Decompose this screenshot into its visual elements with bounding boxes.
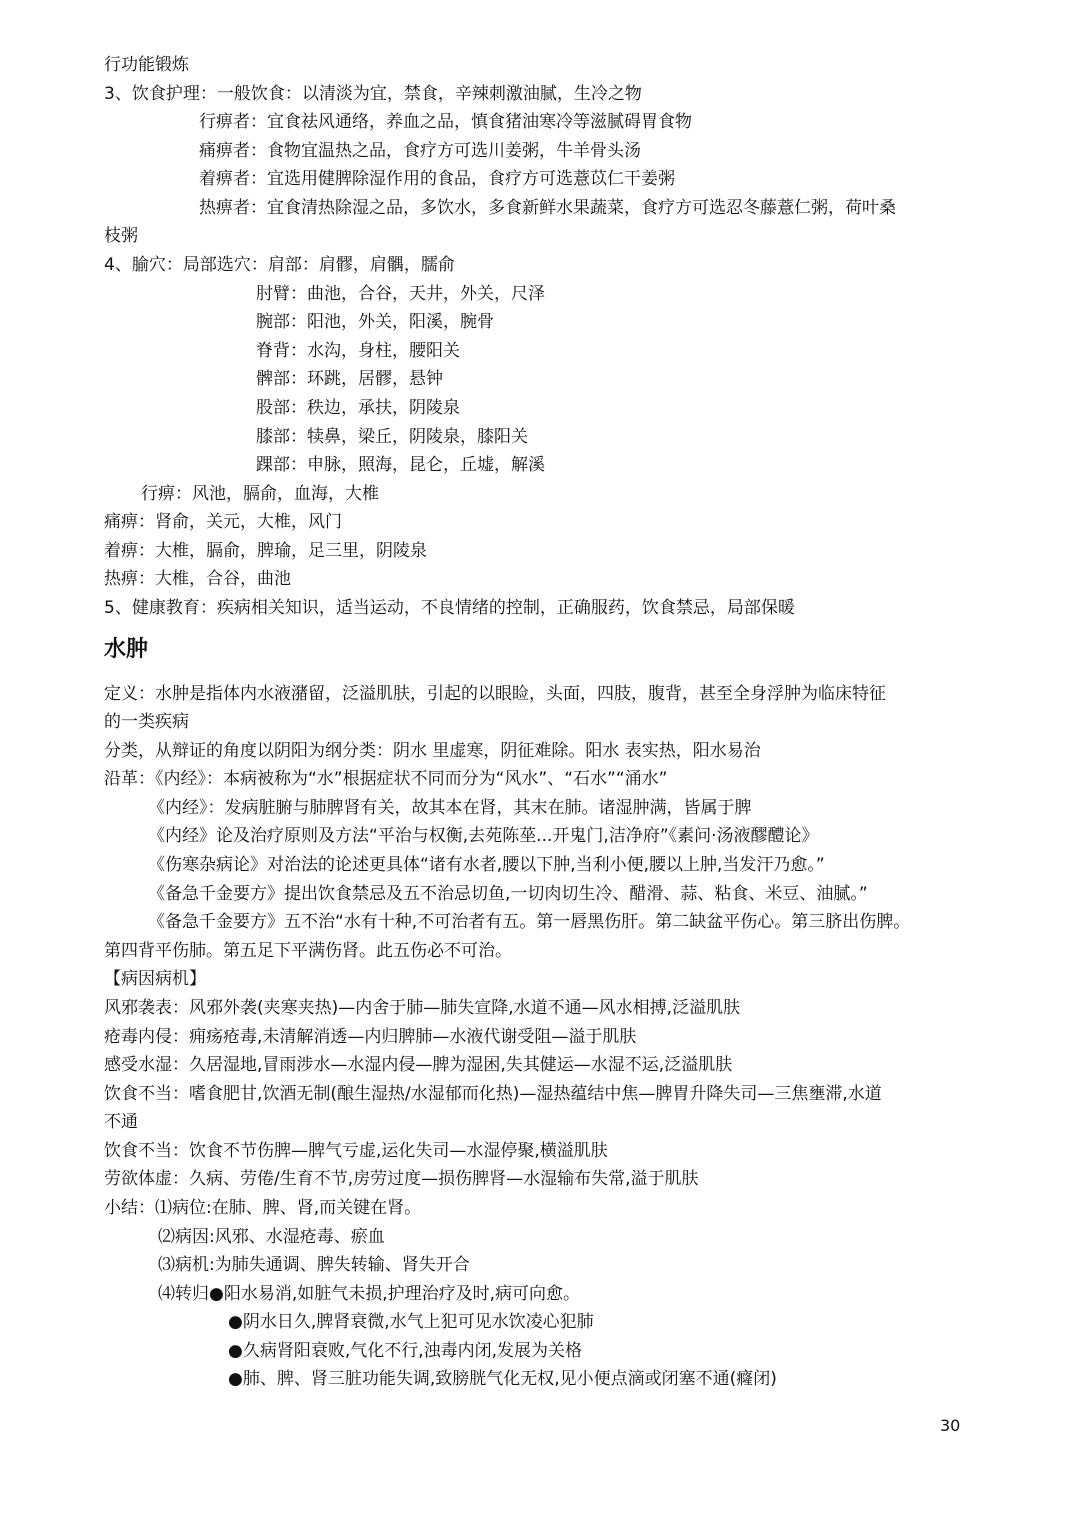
text-line: ⑶病机:为肺失通调、脾失转输、肾失开合 [158, 1255, 470, 1275]
text-line: 肘臂：曲池，合谷，天井，外关，尺泽 [256, 284, 545, 304]
text-line: 【病因病机】 [104, 969, 206, 989]
text-line: 股部：秩边，承扶，阴陵泉 [256, 398, 460, 418]
text-line: 行功能锻炼 [104, 55, 189, 75]
text-line: 分类，从辩证的角度以阴阳为纲分类：阴水 里虚寒，阴征难除。阳水 表实热，阳水易治 [104, 741, 761, 761]
text-line: ⑵病因:风邪、水湿疮毒、瘀血 [158, 1227, 385, 1247]
text-line: 踝部：申脉，照海，昆仑，丘墟，解溪 [256, 455, 545, 475]
text-line: 行痹：风池，膈俞，血海，大椎 [141, 484, 379, 504]
text-line: 腕部：阳池，外关，阳溪，腕骨 [256, 312, 494, 332]
text-line: 《内经》：发病脏腑与肺脾肾有关，故其本在肾，其末在肺。诸湿肿满，皆属于脾 [148, 798, 752, 818]
text-line: 定义：水肿是指体内水液潴留，泛溢肌肤，引起的以眼睑，头面，四肢，腹背，甚至全身浮肿为临床特征 [104, 684, 886, 704]
text-line: 髀部：环跳，居髎，悬钟 [256, 369, 443, 389]
text-line: 《备急千金要方》五不治“水有十种,不可治者有五。第一唇黑伤肝。第二缺盆平伤心。第三脐出伤脾。 [148, 912, 911, 932]
text-line: 热痹者：宜食清热除湿之品，多饮水，多食新鲜水果蔬菜，食疗方可选忍冬藤薏仁粥，荷叶桑 [199, 198, 896, 218]
text-line: 4、腧穴：局部选穴：肩部：肩髎，肩髃，臑俞 [104, 255, 455, 275]
text-line: 膝部：犊鼻，梁丘，阴陵泉，膝阳关 [256, 427, 528, 447]
text-line: 着痹者：宜选用健脾除湿作用的食品，食疗方可选薏苡仁干姜粥 [199, 169, 675, 189]
text-line: ●肺、脾、肾三脏功能失调,致膀胱气化无权,见小便点滴或闭塞不通(癃闭) [228, 1369, 777, 1389]
text-line: 3、饮食护理：一般饮食：以清淡为宜，禁食，辛辣刺激油腻，生冷之物 [104, 84, 642, 104]
section-heading: 水肿 [104, 637, 149, 662]
text-line: 枝粥 [104, 226, 138, 246]
text-line: 《内经》论及治疗原则及方法“平治与权衡,去苑陈莝...开鬼门,洁净府”《素问·汤液醪醴论》 [148, 826, 819, 846]
text-line: 感受水湿：久居湿地,冒雨涉水—水湿内侵—脾为湿困,失其健运—水湿不运,泛溢肌肤 [104, 1055, 733, 1075]
text-line: ●阴水日久,脾肾衰微,水气上犯可见水饮凌心犯肺 [228, 1312, 594, 1332]
text-line: 脊背：水沟，身柱，腰阳关 [256, 341, 460, 361]
text-line: ●久病肾阳衰败,气化不行,浊毒内闭,发展为关格 [228, 1341, 583, 1361]
text-line: 痛痹：肾俞，关元，大椎，风门 [104, 512, 342, 532]
text-line: 行痹者：宜食祛风通络，养血之品，慎食猪油寒冷等滋腻碍胃食物 [199, 112, 692, 132]
text-line: ⑷转归●阳水易消,如脏气未损,护理治疗及时,病可向愈。 [158, 1284, 581, 1304]
text-line: 热痹：大椎，合谷，曲池 [104, 569, 291, 589]
text-line: 《备急千金要方》提出饮食禁忌及五不治忌切鱼,一切肉切生冷、醋滑、蒜、粘食、米豆、油腻。” [148, 884, 868, 904]
text-line: 饮食不当：饮食不节伤脾—脾气亏虚,运化失司—水湿停聚,横溢肌肤 [104, 1141, 608, 1161]
text-line: 沿革：《内经》：本病被称为“水”根据症状不同而分为“风水”、“石水”“涌水” [104, 769, 668, 789]
text-line: 《伤寒杂病论》对治法的论述更具体“诸有水者,腰以下肿,当利小便,腰以上肿,当发汗乃愈。” [148, 855, 825, 875]
text-line: 疮毒内侵：痈疡疮毒,未清解消透—内归脾肺—水液代谢受阻—溢于肌肤 [104, 1027, 637, 1047]
text-line: 小结：⑴病位:在肺、脾、肾,而关键在肾。 [104, 1198, 422, 1218]
text-line: 的一类疾病 [104, 712, 189, 732]
text-line: 不通 [104, 1112, 138, 1132]
text-line: 痛痹者：食物宜温热之品，食疗方可选川姜粥，牛羊骨头汤 [199, 141, 641, 161]
page-number: 30 [940, 1416, 961, 1435]
text-line: 饮食不当：嗜食肥甘,饮酒无制(酿生湿热/水湿郁而化热)—湿热蕴结中焦—脾胃升降失司—三焦壅滞,水道 [104, 1084, 882, 1104]
text-line: 第四背平伤肺。第五足下平满伤肾。此五伤必不可治。 [104, 941, 512, 961]
text-line: 风邪袭表：风邪外袭(夹寒夹热)—内舍于肺—肺失宣降,水道不通—风水相搏,泛溢肌肤 [104, 998, 741, 1018]
text-line: 着痹：大椎，膈俞，脾瑜，足三里，阴陵泉 [104, 541, 427, 561]
text-line: 劳欲体虚：久病、劳倦/生育不节,房劳过度—损伤脾肾—水湿输布失常,溢于肌肤 [104, 1169, 699, 1189]
text-line: 5、健康教育：疾病相关知识，适当运动，不良情绪的控制，正确服药，饮食禁忌，局部保暖 [104, 598, 795, 618]
